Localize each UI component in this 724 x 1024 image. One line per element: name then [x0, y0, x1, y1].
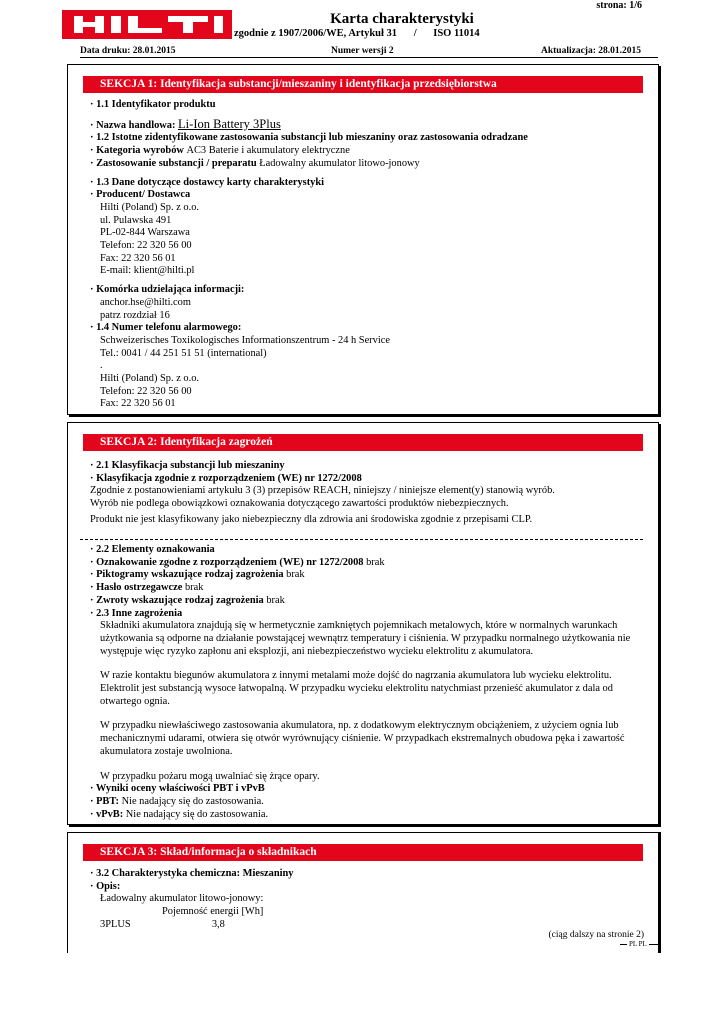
document-subtitle — [234, 28, 480, 39]
section-1-line — [90, 265, 648, 278]
section-1-label: · Zastosowanie substancji / preparatu — [90, 157, 260, 169]
section-1-line — [90, 118, 648, 133]
label-elements-heading: · 2.2 Elementy oznakowania — [90, 544, 215, 555]
section-1-line — [90, 310, 648, 323]
section-1-label: · Komórka udzielająca informacji: — [90, 284, 245, 296]
section-1-value: Fax: 22 320 56 01 — [100, 398, 176, 410]
section-1-line — [90, 145, 648, 158]
classification-text-1: Zgodnie z postanowieniami artykułu 3 (3) przepisów REACH, niniejszy / niniejsze element(y) stanowią wyrób. — [90, 485, 555, 497]
hazard-statements-value: brak — [266, 594, 285, 606]
section-1-line — [90, 215, 648, 228]
section-1-value: Li-Ion Battery 3Plus — [178, 116, 281, 131]
energy-capacity-header: Pojemność energii [Wh] — [162, 906, 264, 918]
section-1-line — [90, 158, 648, 171]
section-1-label: · Nazwa handlowa: — [90, 119, 179, 131]
subtitle-separator: / — [413, 28, 417, 39]
section-1-line — [90, 297, 648, 310]
section-1-line — [90, 284, 648, 297]
section-1-line — [90, 348, 648, 361]
dashed-separator — [80, 539, 643, 540]
other-hazards-para-1: Składniki akumulatora znajdują się w hermetycznie zamkniętych pojemnikach metalowych, które w normalnych warunkach użytkowania są odporne na działanie powstającej wewnątrz temperatury i ciśnienia. W przypadku normalnego użytkowania nie występuje więc ryzyko zapłonu ani eksplozji, ani niebezpieczeństwo wycieku elektrolitu z akumulatora. — [100, 620, 631, 657]
section-3-content — [90, 868, 648, 932]
page-number: strona: 1/6 — [596, 0, 642, 11]
print-date: Data druku: 28.01.2015 — [80, 46, 176, 56]
section-1-line — [90, 202, 648, 215]
section-1-line — [90, 386, 648, 399]
section-1-line — [90, 398, 648, 411]
section-1-label: · 1.1 Identyfikator produktu — [90, 99, 216, 110]
pictograms-label: · Piktogramy wskazujące rodzaj zagrożenia — [90, 569, 287, 581]
labelling-value: brak — [366, 556, 385, 568]
language-code: PL PL — [629, 940, 647, 948]
other-hazards-para-2: W razie kontaktu biegunów akumulatora z innymi metalami może dojść do nagrzania akumulatora lub wycieku elektrolitu. Elektrolit jest substancją wysoce łatwopalną. W przypadku wycieku elektrolitu natychmiast przenieść akumulator z dala od otwartego ognia. — [100, 670, 613, 707]
section-1-label: · Producent/ Dostawca — [90, 189, 191, 201]
section-2-heading: SEKCJA 2: Identyfikacja zagrożeń — [83, 434, 643, 451]
section-1-label: · 1.4 Numer telefonu alarmowego: — [90, 322, 242, 334]
chemical-characterization: · 3.2 Charakterystyka chemiczna: Mieszaniny — [90, 868, 294, 879]
regulation-ref: zgodnie z 1907/2006/WE, Artykuł 31 — [234, 28, 398, 39]
section-1-value: Fax: 22 320 56 01 — [100, 252, 176, 264]
update-date: Aktualizacja: 28.01.2015 — [541, 46, 642, 56]
model-name: 3PLUS — [100, 918, 131, 930]
signal-word-label: · Hasło ostrzegawcze — [90, 582, 185, 594]
continued-note: (ciąg dalszy na stronie 2) — [548, 930, 644, 940]
other-hazards-heading: · 2.3 Inne zagrożenia — [90, 607, 183, 619]
section-1-value: Telefon: 22 320 56 00 — [100, 240, 192, 252]
classification-text-2: Wyrób nie podlega obowiązkowi oznakowania dotyczącego zawartości produktów niebezpiecznych. — [90, 498, 509, 510]
section-1-label: · 1.2 Istotne zidentyfikowane zastosowania substancji lub mieszaniny oraz zastosowania odradzane — [90, 132, 528, 144]
section-1-line — [90, 240, 648, 253]
pbt-vpvb-heading: · Wyniki oceny właściwości PBT i vPvB — [90, 783, 265, 795]
section-1-value: . — [100, 360, 103, 372]
vpvb-label: · vPvB: — [90, 808, 126, 820]
section-1-line — [90, 99, 648, 112]
section-1-value: Hilti (Poland) Sp. z o.o. — [100, 201, 199, 213]
classification-text-3: Produkt nie jest klasyfikowany jako niebezpieczny dla zdrowia ani środowiska zgodnie z przepisami CLP. — [90, 513, 533, 525]
section-1-heading: SEKCJA 1: Identyfikacja substancji/mieszaniny i identyfikacja przedsiębiorstwa — [83, 76, 643, 93]
section-1 — [67, 64, 659, 415]
section-1-value: anchor.hse@hilti.com — [100, 296, 191, 308]
section-1-value: patrz rozdział 16 — [100, 309, 170, 321]
section-1-line — [90, 177, 648, 190]
labelling-label: · Oznakowanie zgodne z rozporządzeniem (WE) nr 1272/2008 — [90, 556, 367, 568]
energy-capacity-value: 3,8 — [211, 918, 225, 930]
hazard-statements-label: · Zwroty wskazujące rodzaj zagrożenia — [90, 594, 267, 606]
pbt-label: · PBT: — [90, 795, 122, 807]
description-text: Ładowalny akumulator litowo-jonowy: — [100, 893, 264, 905]
other-hazards-para-3: W przypadku niewłaściwego zastosowania akumulatora, np. z dodatkowym elektrycznym obciążeniem, z użyciem ognia lub mechanicznymi udarami, otwiera się otwór wyrównujący ciśnienie. W przypadkach ekstremalnych obudowa pęka i zawartość akumulatora zostaje uwolniona. — [100, 720, 625, 757]
signal-word-value: brak — [184, 582, 204, 594]
section-1-line — [90, 227, 648, 240]
pictograms-value: brak — [286, 569, 305, 581]
section-1-value: AC3 Baterie i akumulatory elektryczne — [186, 145, 350, 157]
section-1-value: Tel.: 0041 / 44 251 51 51 (international) — [100, 347, 267, 359]
document-title: Karta charakterystyki — [330, 11, 474, 27]
section-1-label: · 1.3 Dane dotyczące dostawcy karty charakterystyki — [90, 176, 325, 188]
section-1-value: PL-02-844 Warszawa — [100, 227, 190, 239]
section-3-heading: SEKCJA 3: Skład/informacja o składnikach — [83, 844, 643, 861]
section-2-content-a — [90, 460, 648, 527]
section-1-line — [90, 335, 648, 348]
section-1-value: Schweizerisches Toxikologisches Informationszentrum - 24 h Service — [100, 334, 390, 346]
section-2 — [67, 422, 659, 825]
section-1-label: · Kategoria wyrobów — [90, 145, 187, 157]
classification-regulation: · Klasyfikacja zgodnie z rozporządzeniem (WE) nr 1272/2008 — [90, 472, 362, 484]
other-hazards-para-4: W przypadku pożaru mogą uwalniać się żrące opary. — [100, 770, 320, 782]
description-label: · Opis: — [90, 880, 121, 892]
section-1-line — [90, 322, 648, 335]
section-1-line — [90, 253, 648, 266]
pbt-value: Nie nadający się do zastosowania. — [121, 795, 264, 807]
classification-heading: · 2.1 Klasyfikacja substancji lub mieszaniny — [90, 460, 285, 471]
section-1-line — [90, 360, 648, 373]
section-2-content-b — [90, 544, 648, 821]
section-1-value: ul. Pulawska 491 — [100, 214, 172, 226]
section-1-value: Telefon: 22 320 56 00 — [100, 385, 192, 397]
section-1-value: Hilti (Poland) Sp. z o.o. — [100, 373, 199, 385]
section-1-line — [90, 189, 648, 202]
section-1-line — [90, 132, 648, 145]
version-number: Numer wersji 2 — [331, 46, 394, 56]
section-1-content — [90, 99, 648, 411]
vpvb-value: Nie nadający się do zastosowania. — [125, 808, 269, 820]
section-1-value: E-mail: klient@hilti.pl — [100, 265, 195, 277]
header-divider — [80, 57, 658, 58]
section-1-value: Ładowalny akumulator litowo-jonowy — [259, 157, 420, 169]
iso-ref: ISO 11014 — [433, 28, 480, 39]
section-1-line — [90, 373, 648, 386]
